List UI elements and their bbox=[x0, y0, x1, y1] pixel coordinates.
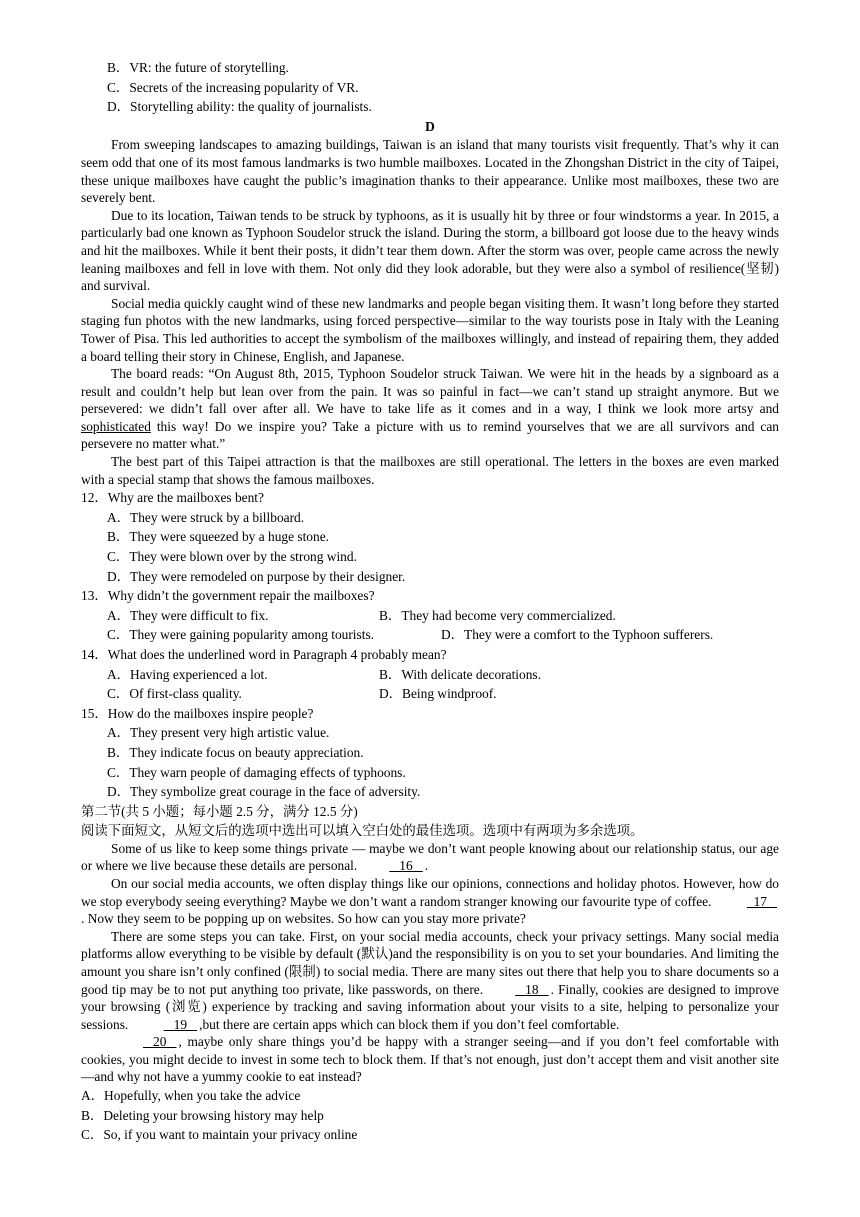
option-a: A．They were struck by a billboard. bbox=[107, 509, 305, 525]
section-2 bbox=[81, 802, 779, 1145]
option-a: A．Having experienced a lot. bbox=[107, 666, 268, 682]
section-instruction: 阅读下面短文，从短文后的选项中选出可以填入空白处的最佳选项。选项中有两项为多余选项。 bbox=[81, 822, 644, 838]
blank-number: 17 bbox=[753, 893, 767, 909]
question-stem: 13．Why didn’t the government repair the mailboxes? bbox=[81, 588, 375, 604]
option-d: D．They were remodeled on purpose by their designer. bbox=[107, 568, 406, 584]
options-row-1 bbox=[81, 665, 779, 685]
question-stem: 14．What does the underlined word in Paragraph 4 probably mean? bbox=[81, 647, 447, 662]
blank-19 bbox=[132, 1016, 199, 1034]
question-stem: 12．Why are the mailboxes bent? bbox=[81, 490, 264, 506]
paragraph-4-text-a: The board reads: “On August 8th, 2015, Typhoon Soudelor struck Taiwan. We were hit in the heads by a signboard as a result and couldn’t help but lean over from the pain. It was so painful in fact—we can’t stand up straight anymore. But we persevered: we didn’t fall over after all. We have to take life as it comes and in a way, I think we look more artsy and bbox=[81, 366, 779, 417]
blank-20 bbox=[111, 1033, 178, 1051]
passage-d bbox=[81, 136, 779, 488]
paragraph-2: Due to its location, Taiwan tends to be struck by typhoons, as it is usually hit by three or four windstorms a year. In 2015, a particularly bad one known as Typhoon Soudelor struck the island. During the storm, a billboard got loose due to the heavy winds and hit the mailboxes. While it bent their posts, it didn’t tear them down. After the storm was over, people came across the newly leaning mailboxes and fell in love with them. Not only did they look adorable, but they were also a symbol of resilience(坚韧) and survival. bbox=[81, 207, 779, 294]
cloze-paragraph-1 bbox=[81, 840, 779, 875]
options-row-2 bbox=[81, 684, 779, 704]
paragraph-4-text-b: this way! Do we inspire you? Take a picture with us to remind yourselves that we are all survivors and can persevere no matter what.” bbox=[81, 418, 779, 452]
paragraph-4 bbox=[81, 365, 779, 453]
underlined-word: sophisticated bbox=[81, 418, 151, 434]
option-b: B．With delicate decorations. bbox=[379, 666, 541, 682]
text: . bbox=[424, 858, 429, 874]
blank-number: 16 bbox=[399, 858, 413, 874]
paragraph-5: The best part of this Taipei attraction is that the mailboxes are still operational. The letters in the boxes are even marked with a special stamp that shows the famous mailboxes. bbox=[81, 454, 779, 487]
text: . Now they seem to be popping up on websites. So how can you stay more private? bbox=[81, 911, 526, 927]
text: . Finally, cookies are designed to improve your browsing (浏览) experience by tracking and saving information about your visits to a site, helping to personalize your sessions. bbox=[81, 981, 780, 1032]
text: On our social media accounts, we often display things like our opinions, connections and holiday photos. However, how do we stop everybody seeing everything? Maybe we don’t want a random stranger knowing our favourite type of coffee. bbox=[81, 875, 779, 909]
option-d: D．They were a comfort to the Typhoon sufferers. bbox=[441, 627, 714, 643]
options-row-1 bbox=[81, 606, 779, 626]
blank-number: 19 bbox=[173, 1016, 188, 1032]
cloze-paragraph-3 bbox=[81, 928, 779, 1034]
choice-a: A．Hopefully, when you take the advice bbox=[81, 1088, 301, 1104]
question-13 bbox=[81, 586, 779, 645]
question-15 bbox=[81, 704, 779, 802]
option-d: D．Storytelling ability: the quality of journalists. bbox=[107, 99, 372, 115]
option-a: A．They were difficult to fix. bbox=[107, 607, 269, 623]
option-b: B．They had become very commercialized. bbox=[379, 607, 616, 623]
option-d: D．They symbolize great courage in the face of adversity. bbox=[107, 784, 421, 800]
cloze-paragraph-4 bbox=[81, 1033, 779, 1086]
option-c: C．Secrets of the increasing popularity of VR. bbox=[107, 79, 359, 95]
choice-b: B．Deleting your browsing history may help bbox=[81, 1107, 324, 1123]
option-c: C．They warn people of damaging effects of typhoons. bbox=[107, 764, 406, 780]
option-c: C．They were gaining popularity among tourists. bbox=[107, 627, 375, 643]
text: Some of us like to keep some things private — maybe we don’t want people knowing about our relationship status, our age or where we live because these details are personal. bbox=[81, 840, 779, 874]
text: ,but there are certain apps which can block them if you don’t feel comfortable. bbox=[199, 1016, 620, 1032]
previous-question-options bbox=[81, 58, 779, 117]
option-b: B．They indicate focus on beauty appreciation. bbox=[107, 744, 364, 760]
option-b: B．They were squeezed by a huge stone. bbox=[107, 529, 329, 545]
text: There are some steps you can take. First, on your social media accounts, check your privacy settings. Many social media platforms allow everything to be visible by default (默认)and the responsibility is on you to set your boundaries. And limiting the amount you share isn’t only confined (限制) to social media. There are many sites out there that help you to share documents so a good tip may be to not put anything too private, like passwords, on there. bbox=[81, 928, 779, 997]
passage-heading: D bbox=[425, 118, 435, 134]
paragraph-1: From sweeping landscapes to amazing buildings, Taiwan is an island that many tourists visit frequently. That’s why it can seem odd that one of its most famous landmarks is two humble mailboxes. Located in the Zhongshan District in the city of Taipei, these unique mailboxes have caught the public’s imagination thanks to their appearance. Unlike most mailboxes, these two are severely bent. bbox=[81, 137, 779, 206]
blank-17 bbox=[715, 893, 779, 911]
blank-18 bbox=[483, 981, 550, 999]
option-d: D．Being windproof. bbox=[379, 686, 497, 702]
blank-number: 20 bbox=[153, 1034, 167, 1050]
blank-number: 18 bbox=[525, 981, 539, 997]
question-12 bbox=[81, 488, 779, 586]
options-row-2 bbox=[81, 625, 779, 645]
text: , maybe only share things you’d be happy with a stranger seeing—and if you don’t feel comfortable with cookies, you might decide to invest in some tech to block them. If that’s not enough, just don’t accept them and visit another site—and why not have a yummy cookie to eat instead? bbox=[81, 1034, 779, 1085]
question-stem: 15．How do the mailboxes inspire people? bbox=[81, 705, 314, 721]
exam-page bbox=[81, 58, 779, 1145]
choice-c: C．So, if you want to maintain your privacy online bbox=[81, 1127, 358, 1143]
section-title: 第二节(共 5 小题；每小题 2.5 分，满分 12.5 分) bbox=[81, 803, 358, 819]
option-c: C．Of first-class quality. bbox=[107, 686, 242, 702]
option-b: B．VR: the future of storytelling. bbox=[107, 60, 289, 75]
option-c: C．They were blown over by the strong wind. bbox=[107, 549, 357, 565]
cloze-paragraph-2 bbox=[81, 875, 779, 928]
option-a: A．They present very high artistic value. bbox=[107, 725, 330, 741]
question-14 bbox=[81, 645, 779, 704]
paragraph-3: Social media quickly caught wind of these new landmarks and people began visiting them. It wasn’t long before they started staging fun photos with the new landmarks, using forced perspective—similar to the way tourists pose in Italy with the Leaning Tower of Pisa. This led authorities to accept the symbolism of the mailboxes willingly, and instead of repairing them, they added a board telling their story in Chinese, English, and Japanese. bbox=[81, 295, 779, 364]
blank-16 bbox=[357, 857, 424, 875]
